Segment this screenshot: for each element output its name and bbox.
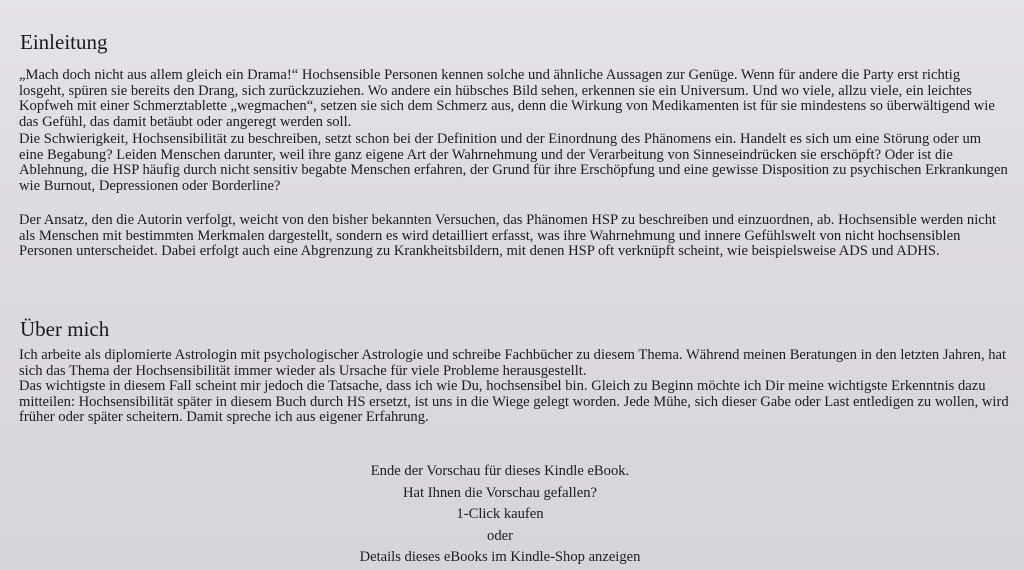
about-paragraph-2: Das wichtigste in diesem Fall scheint mir jedoch die Tatsache, dass ich wie Du, hochsensibel bin. Gleich zu Beginn möchte ich Dir meine wichtigste Erkenntnis dazu mitteilen: Hochsensibilität später in diesem Buch durch HS ersetzt, ist uns in die Wiege gelegt worden. Jede Mühe, sich dieser Gabe oder Last entledigen zu wollen, wird früher oder später scheitern. Damit spreche ich aus eigener Erfahrung. — [19, 378, 1009, 425]
or-separator-text: oder — [487, 527, 513, 544]
intro-paragraph-1: „Mach doch nicht aus allem gleich ein Drama!“ Hochsensible Personen kennen solche und ähnliche Aussagen zur Genüge. Wenn für andere die Party erst richtig losgeht, spüren sie bereits den Drang, sich zurückzuziehen. Wo andere ein hübsches Bild sehen, erkennen sie ein Universum. Und wo viele, allzu viele, ein leichtes Kopfweh mit einer Schmerztablette „wegmachen“, setzen sie sich dem Schmerz aus, denn die Wirkung von Medikamenten ist für sie mindestens so überwältigend wie das Gefühl, das damit betäubt oder angeregt werden soll. — [19, 67, 995, 130]
preview-question-text: Hat Ihnen die Vorschau gefallen? — [403, 484, 597, 501]
section-heading-einleitung: Einleitung — [20, 30, 108, 54]
one-click-buy-link[interactable]: 1-Click kaufen — [456, 506, 544, 522]
about-paragraph-1: Ich arbeite als diplomierte Astrologin mit psychologischer Astrologie und schreibe Fachbücher zu diesem Thema. Während meinen Beratungen in den letzten Jahren, hat sich das Thema der Hochsensibilität immer wieder als Ursache für viele Probleme herausgestellt. — [19, 347, 1007, 379]
section-heading-ueber-mich: Über mich — [20, 317, 110, 341]
kindle-shop-details-link[interactable]: Details dieses eBooks im Kindle-Shop anzeigen — [359, 549, 641, 565]
preview-end-footer — [300, 461, 700, 569]
end-of-preview-text: Ende der Vorschau für dieses Kindle eBook. — [370, 463, 630, 479]
intro-paragraph-2: Die Schwierigkeit, Hochsensibilität zu beschreiben, setzt schon bei der Definition und der Einordnung des Phänomens ein. Handelt es sich um eine Störung oder um eine Begabung? Leiden Menschen darunter, weil ihre ganz eigene Art der Wahrnehmung und der Verarbeitung von Sinneseindrücken sie erschöpft? Oder ist die Ablehnung, die HSP häufig durch nicht sensitiv begabte Menschen erfahren, der Grund für ihre Erschöpfung und eine gewisse Disposition zu psychischen Erkrankungen wie Burnout, Depressionen oder Borderline? — [19, 131, 1008, 194]
intro-paragraph-3: Der Ansatz, den die Autorin verfolgt, weicht von den bisher bekannten Versuchen, das Phänomen HSP zu beschreiben und einzuordnen, ab. Hochsensible werden nicht als Menschen mit bestimmten Merkmalen dargestellt, sondern es wird detailliert erfasst, was ihre Wahrnehmung und innere Gefühlswelt von nicht hochsensiblen Personen unterscheidet. Dabei erfolgt auch eine Abgrenzung zu Krankheitsbildern, mit denen HSP oft verknüpft scheint, wie beispielsweise ADS und ADHS. — [19, 212, 997, 259]
